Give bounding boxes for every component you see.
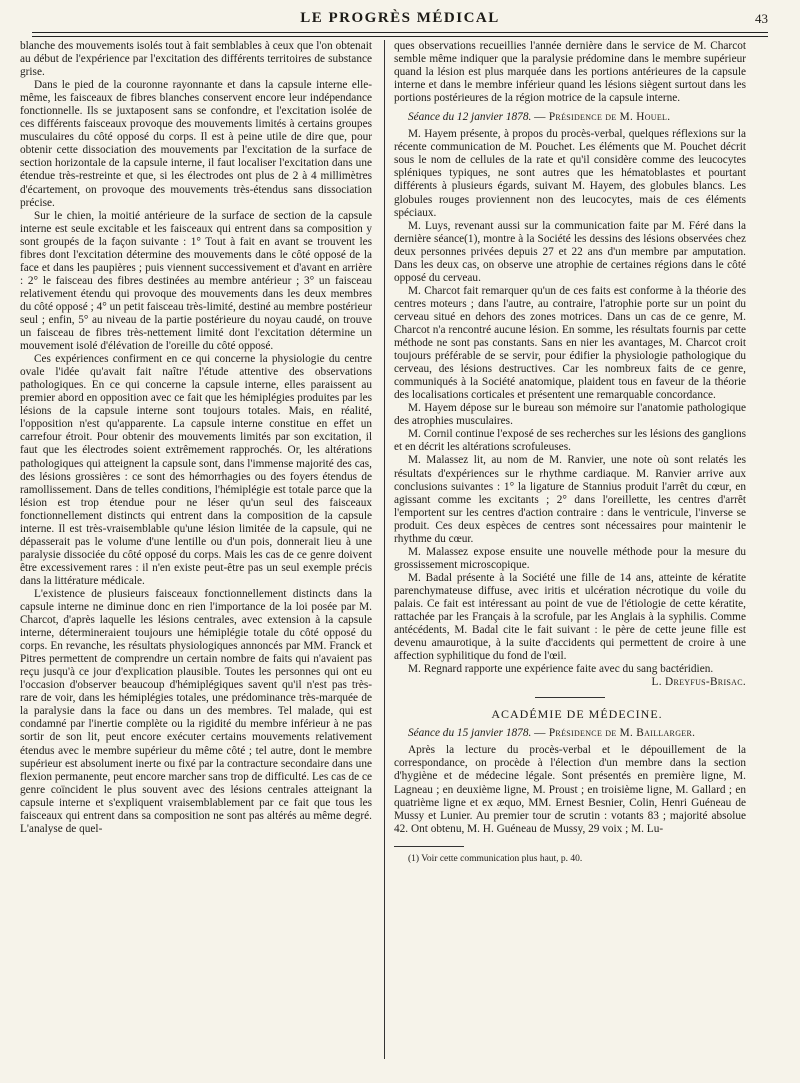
signature: L. Dreyfus-Brisac.: [651, 676, 746, 689]
footnote: (1) Voir cette communication plus haut, p. 40.: [408, 853, 583, 864]
left-column: [20, 40, 372, 1080]
header-rule-thick: [32, 32, 768, 33]
paragraph: Ces expériences confirment en ce qui concerne la physiologie du centre ovale l'idée qu'avait fait naître l'étude attentive des observations pathologiques. En ce qui concerne la capsule interne, elles paraissent au premier abord en opposition avec ce fait que les hémiplégies produites par les lésions de la capsule interne sont toujours totales. Mais, en réalité, l'opposition n'est qu'apparente. La capsule interne constitue en effet un carrefour étroit. Pour obtenir des mouvements limités par son excitation, il faut que les électrodes soient extrêmement rapprochés. Or, les altérations pathologiques qui atteignent la capsule sont, dans l'immense majorité des cas, des lésions grossières : ce sont des hémorrhagies ou des foyers étendus de ramollissement. Dans de telles conditions, l'hémiplégie est totale parce que la lésion est trop étendue pour ne léser qu'un seul des faisceaux fonctionnellement distincts qui entrent dans la composition de la capsule interne. Il est très-vraisemblable qu'une lésion limitée de la capsule, qui ne dépasserait pas le volume d'une lentille ou d'un pois, donnerait lieu à une paralysie dissociée du côté opposé du corps. Mais les cas de ce genre doivent être excessivement rares : il n'en existe peut-être pas un seul exemple précis dans la littérature médicale.: [20, 353, 372, 587]
paragraph: Après la lecture du procès-verbal et le dépouillement de la correspondance, on procède à l'élection d'un membre dans la section d'hygiène et de médecine légale. Sont présentés en première ligne, M. Lagneau ; en deuxième ligne, M. Proust ; en troisième ligne, M. Gallard ; en quatrième ligne et ex æquo, MM. Ernest Besnier, Colin, Henri Guéneau de Mussy et Lunier. Au premier tour de scrutin : votants 83 ; majorité absolue 42. Ont obtenu, M. H. Guéneau de Mussy, 29 voix ; M. Lu-: [394, 744, 746, 835]
seance-presidence: — Présidence de M. Houel.: [534, 111, 671, 124]
section-rule: [535, 697, 605, 698]
seance-date: Séance du 12 janvier 1878.: [408, 111, 532, 124]
seance-heading: [394, 727, 746, 740]
paragraph: M. Badal présente à la Société une fille de 14 ans, atteinte de kératite parenchymateuse diffuse, avec iritis et ulcération nécrotique du voile du palais. Ce fait est intéressant au point de vue de l'étiologie de cette kératite, rattachée par les Français à la scrofule, par les Anglais à la syphilis. Comme antécédents, M. Badal cite le fait suivant : le père de cette jeune fille est devenu amaurotique, à la suite d'accidents qui permettent de croire à une affection syphilitique du fond de l'œil.: [394, 571, 746, 663]
paragraph: M. Charcot fait remarquer qu'un de ces faits est conforme à la théorie des centres moteurs ; dans l'autre, au contraire, l'atrophie porte sur un point du cerveau situé en dehors des zones motrices. Dans un cas de ce genre, M. Charcot n'a rencontré aucune lésion. En somme, les résultats fournis par cette méthode ne sont pas constants. Sans en nier les avantages, M. Charcot croit toujours préférable de se servir, pour édifier la physiologie pathologique du cerveau, des lésions destructives. Car les nombreux faits de ce genre, communiqués à la Société anatomique, plaident tous en faveur de la théorie des localisations corticales et présentent une remarquable concordance.: [394, 284, 746, 402]
paragraph: M. Hayem présente, à propos du procès-verbal, quelques réflexions sur la récente communication de M. Pouchet. Les éléments que M. Pouchet décrit sous le nom de cellules de la rate et qu'il considère comme des leucocytes spléniques typiques, ne sont autres que les hématoblastes et pourtant différents à plusieurs égards, suivant M. Hayem, des globules blancs. Les globules rouges proviennent non des leucocytes, mais de ces éléments spéciaux.: [394, 128, 746, 219]
paragraph: Dans le pied de la couronne rayonnante et dans la capsule interne elle-même, les faisceaux de fibres blanches conservent encore leur indépendance fonctionnelle. Ils se juxtaposent sans se confondre, et l'excitation isolée de ces différents faisceaux provoque des mouvements limités à certains groupes musculaires du côté opposé du corps. Il est à peine utile de dire que, pour obtenir cette dissociation des mouvements par l'excitation de la surface de section horizontale de la capsule interne, il faut localiser l'excitation dans une étendue très-restreinte et que, si les électrodes ont plus de 2 à 4 millimètres d'écartement, on provoque des mouvements très-étendus sans dissociation précise.: [20, 79, 372, 209]
seance-presidence: — Présidence de M. Baillarger.: [534, 727, 696, 740]
paragraph: L'existence de plusieurs faisceaux fonctionnellement distincts dans la capsule interne ne diminue donc en rien l'importance de la loi posée par M. Charcot, d'après laquelle les lésions centrales, avec extension à la capsule interne, détermineraient toujours une hémiplégie totale du côté opposé du corps. En revanche, les résultats physiologiques annoncés par MM. Franck et Pitres permettent de comprendre un certain nombre de faits qui n'avaient pas reçu jusqu'à ce jour d'explication plausible. Toutes les personnes qui ont eu l'occasion d'observer beaucoup d'hémiplégiques savent qu'il n'est pas très-rare de voir, dans les hémiplégies totales, une prédominance très-marquée de la paralysie dans la face ou dans un des membres. Tel malade, qui est condamné par l'inertie complète ou la rigidité du membre inférieur à ne pas sortir de son lit, peut encore exécuter certains mouvements relativement étendus avec le membre supérieur du même côté ; tel autre, dont le membre supérieur est absolument inerte ou fixé par la contracture secondaire dans une flexion permanente, peut encore marcher sans trop de difficulté. Les cas de ce genre coïncident le plus souvent avec des lésions centrales atteignant la capsule interne et s'expliquent vraisemblablement par ce fait que tous les faisceaux qui entrent dans sa composition ne sont pas altérés au même degré. L'analyse de quel-: [20, 587, 372, 835]
paragraph: M. Hayem dépose sur le bureau son mémoire sur l'anatomie pathologique des atrophies musculaires.: [394, 402, 746, 428]
page-number: 43: [755, 11, 768, 26]
paragraph: M. Cornil continue l'exposé de ses recherches sur les lésions des ganglions et en décrit les altérations scrofuleuses.: [394, 428, 746, 454]
paragraph: Sur le chien, la moitié antérieure de la surface de section de la capsule interne est seule excitable et les faisceaux qui entrent dans sa composition y sont groupés de la façon suivante : 1° Tout à fait en avant se trouvent les fibres dont l'excitation détermine des mouvements dans le côté opposé de la face et dans les paupières ; puis viennent successivement et d'avant en arrière : 2° le faisceau des fibres destinées au membre antérieur ; 3° un faisceau relativement étendu qui provoque des mouvements dans les deux membres du côté opposé ; 4° un petit faisceau très-limité, destiné au membre postérieur seul ; enfin, 5° au niveau de la partie postérieure du noyau caudé, on trouve un faisceau de fibres très-nettement limité dont l'excitation détermine un mouvement isolé d'élévation de l'oreille du côté opposé.: [20, 209, 372, 353]
column-divider: [384, 40, 385, 1059]
page-header: [32, 10, 768, 30]
paragraph: M. Luys, revenant aussi sur la communication faite par M. Féré dans la dernière séance(1), montre à la Société les dessins des lésions observées chez deux personnes privées depuis 27 et 22 ans d'un membre par amputation. Dans les deux cas, on observe une atrophie de certaines régions dans le côté opposé du cerveau.: [394, 219, 746, 284]
header-rule-thin: [32, 36, 768, 37]
paragraph: M. Malassez expose ensuite une nouvelle méthode pour la mesure du grossissement microscopique.: [394, 545, 746, 571]
section-title: ACADÉMIE DE MÉDECINE.: [491, 707, 663, 722]
footnote-rule: [394, 846, 464, 847]
seance-heading: [394, 111, 746, 124]
paragraph: blanche des mouvements isolés tout à fait semblables à ceux que l'on obtenait au début de l'expérience par l'excitation des différents territoires de substance grise.: [20, 40, 372, 79]
paragraph: M. Regnard rapporte une expérience faite avec du sang bactéridien.: [408, 663, 714, 676]
right-column: [394, 40, 746, 1080]
running-title: LE PROGRÈS MÉDICAL: [300, 10, 500, 26]
paragraph: M. Malassez lit, au nom de M. Ranvier, une note où sont relatés les résultats d'expériences sur le rhythme cardiaque. M. Ranvier arrive aux conclusions suivantes : 1° la ligature de Stannius produit l'arrêt du cœur, en agissant comme les excitants ; 2° dans l'oreillette, les centres d'arrêt l'emportent sur les centres d'action contraire : dans le ventricule, l'inverse se produit. Ces deux espèces de centres sont nécessaires pour maintenir le rhythme du cœur.: [394, 454, 746, 545]
paragraph: ques observations recueillies l'année dernière dans le service de M. Charcot semble même indiquer que la paralysie prédomine dans le membre supérieur quand la lésion est plus marquée dans les portions antérieures de la capsule interne et dans le membre inférieur quand les lésions siègent surtout dans les portions postérieures de la région motrice de la capsule interne.: [394, 40, 746, 105]
seance-date: Séance du 15 janvier 1878.: [408, 727, 532, 740]
